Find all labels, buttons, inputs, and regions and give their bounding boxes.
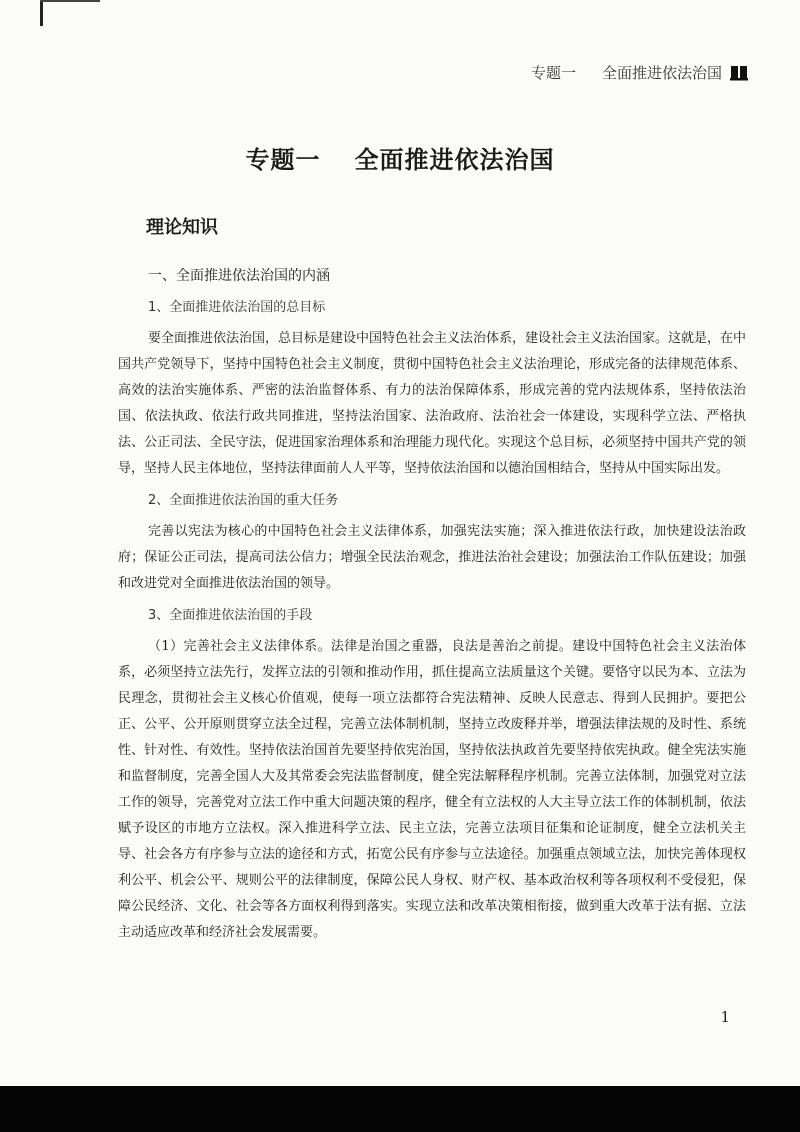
running-head-topic: 专题一 — [530, 64, 576, 82]
running-head — [531, 62, 748, 83]
running-head-title: 全面推进依法治国 — [601, 64, 722, 82]
section-heading: 理论知识 — [146, 217, 218, 238]
heading-level-2: 1、全面推进依法治国的总目标 — [148, 300, 326, 315]
paragraph: 完善以宪法为核心的中国特色社会主义法律体系，加强宪法实施；深入推进依法行政，加快建设法治政府；保证公正司法，提高司法公信力；增强全民法治观念，推进法治社会建设；加强法治工作队伍建设；加强和改进党对全面推进依法治国的领导。 — [118, 524, 746, 591]
heading-level-2: 3、全面推进依法治国的手段 — [148, 608, 313, 623]
chapter-title-topic: 专题一 — [245, 146, 321, 174]
paragraph: （1）完善社会主义法律体系。法律是治国之重器，良法是善治之前提。建设中国特色社会主义法治体系，必须坚持立法先行，发挥立法的引领和推动作用，抓住提高立法质量这个关键。要恪守以民为本、立法为民理念，贯彻社会主义核心价值观，使每一项立法都符合宪法精神、反映人民意志、得到人民拥护。要把公正、公平、公开原则贯穿立法全过程，完善立法体制机制，坚持立改废释并举，增强法律法规的及时性、系统性、针对性、有效性。坚持依法治国首先要坚持依宪治国，坚持依法执政首先要坚持依宪执政。健全宪法实施和监督制度，完善全国人大及其常委会宪法监督制度，健全宪法解释程序机制。完善立法体制，加强党对立法工作的领导，完善党对立法工作中重大问题决策的程序，健全有立法权的人大主导立法工作的体制机制，依法赋予设区的市地方立法权。深入推进科学立法、民主立法，完善立法项目征集和论证制度，健全立法机关主导、社会各方有序参与立法的途径和方式，拓宽公民有序参与立法途径。加强重点领域立法，加快完善体现权利公平、机会公平、规则公平的法律制度，保障公民人身权、财产权、基本政治权利等各项权利不受侵犯，保障公民经济、文化、社会等各方面权利得到落实。实现立法和改革决策相衔接，做到重大改革于法有据、立法主动适应改革和经济社会发展需要。 — [118, 639, 746, 940]
body-text — [118, 264, 746, 953]
chapter-title — [0, 140, 800, 175]
heading-level-1: 一、全面推进依法治国的内涵 — [148, 268, 330, 284]
page-number: 1 — [720, 1008, 730, 1026]
scan-border-mark-horizontal — [40, 0, 100, 2]
scan-bottom-band — [0, 1086, 800, 1132]
paragraph: 要全面推进依法治国，总目标是建设中国特色社会主义法治体系，建设社会主义法治国家。这就是，在中国共产党领导下，坚持中国特色社会主义制度，贯彻中国特色社会主义法治理论，形成完备的法律规范体系、高效的法治实施体系、严密的法治监督体系、有力的法治保障体系，形成完善的党内法规体系，坚持依法治国、依法执政、依法行政共同推进，坚持法治国家、法治政府、法治社会一体建设，实现科学立法、严格执法、公正司法、全民守法，促进国家治理体系和治理能力现代化。实现这个总目标，必须坚持中国共产党的领导，坚持人民主体地位，坚持法律面前人人平等，坚持依法治国和以德治国相结合，坚持从中国实际出发。 — [118, 331, 747, 476]
chapter-title-text: 全面推进依法治国 — [354, 146, 555, 174]
book-icon — [730, 65, 748, 81]
heading-level-2: 2、全面推进依法治国的重大任务 — [148, 493, 339, 508]
scan-border-mark — [40, 0, 43, 26]
